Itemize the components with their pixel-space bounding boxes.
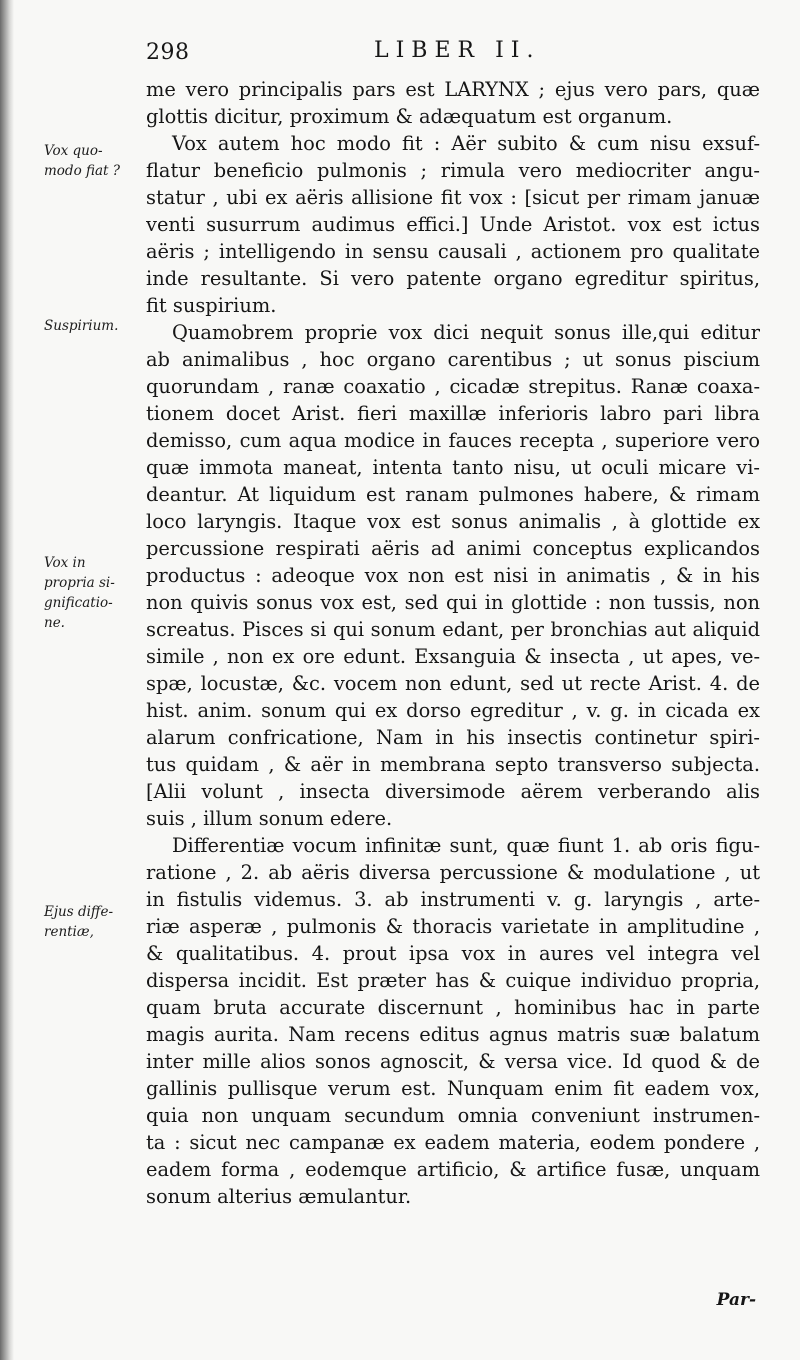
text-line: inde resultante. Si vero patente organo egreditur spiritus, bbox=[146, 267, 760, 290]
margin-note-line: Vox quo- bbox=[44, 143, 103, 159]
page-number: 298 bbox=[146, 40, 190, 65]
text-line: in fistulis videmus. 3. ab instrumenti v. g. laryngis , arte- bbox=[146, 888, 760, 911]
text-line: Differentiæ vocum infinitæ sunt, quæ fiunt 1. ab oris figu- bbox=[172, 834, 760, 857]
page-header bbox=[146, 36, 760, 72]
margin-note-line: gnificatio- bbox=[44, 595, 113, 611]
margin-note-vox-quomodo bbox=[44, 141, 142, 181]
text-line: spæ, locustæ, &c. vocem non edunt, sed ut recte Arist. 4. de bbox=[146, 672, 760, 695]
text-line: loco laryngis. Itaque vox est sonus animalis , à glottide ex bbox=[146, 510, 760, 533]
margin-note-line: Vox in bbox=[44, 555, 86, 571]
margin-note-vox-in-propria bbox=[44, 553, 142, 633]
margin-note-line: rentiæ, bbox=[44, 924, 94, 940]
text-line: gallinis pullisque verum est. Nunquam enim fit eadem vox, bbox=[146, 1077, 760, 1100]
text-line: venti susurrum audimus effici.] Unde Aristot. vox est ictus bbox=[146, 213, 760, 236]
text-line: riæ asperæ , pulmonis & thoracis varietate in amplitudine , bbox=[146, 915, 760, 938]
text-line: aëris ; intelligendo in sensu causali , actionem pro qualitate bbox=[146, 240, 760, 263]
margin-note-suspirium bbox=[44, 316, 142, 336]
binding-shadow bbox=[0, 0, 14, 1360]
margin-note-ejus-differentiae bbox=[44, 902, 142, 942]
running-head: LIBER II. bbox=[374, 38, 541, 63]
text-line: productus : adeoque vox non est nisi in animatis , & in his bbox=[146, 564, 760, 587]
text-line: glottis dicitur, proximum & adæquatum est organum. bbox=[146, 105, 673, 128]
catchword: Par- bbox=[716, 1290, 756, 1310]
text-line: flatur beneficio pulmonis ; rimula vero mediocriter angu- bbox=[146, 159, 760, 182]
text-line: percussione respirati aëris ad animi conceptus explicandos bbox=[146, 537, 760, 560]
margin-note-line: propria si- bbox=[44, 575, 115, 591]
text-line: non quivis sonus vox est, sed qui in glottide : non tussis, non bbox=[146, 591, 760, 614]
text-line: eadem forma , eodemque artificio, & artifice fusæ, unquam bbox=[146, 1158, 760, 1181]
text-line: hist. anim. sonum qui ex dorso egreditur , v. g. in cicada ex bbox=[146, 699, 760, 722]
text-line: ta : sicut nec campanæ ex eadem materia, eodem pondere , bbox=[146, 1131, 760, 1154]
text-line: fit suspirium. bbox=[146, 294, 277, 317]
text-line: inter mille alios sonos agnoscit, & versa vice. Id quod & de bbox=[146, 1050, 760, 1073]
text-line: & qualitatibus. 4. prout ipsa vox in aures vel integra vel bbox=[146, 942, 760, 965]
text-line: Vox autem hoc modo fit : Aër subito & cum nisu exsuf- bbox=[172, 132, 760, 155]
margin-note-line: ne. bbox=[44, 615, 65, 631]
text-line: [Alii volunt , insecta diversimode aërem verberando alis bbox=[146, 780, 760, 803]
text-line: tionem docet Arist. fieri maxillæ inferioris labro pari libra bbox=[146, 402, 760, 425]
text-line: sonum alterius æmulantur. bbox=[146, 1185, 412, 1208]
text-line: statur , ubi ex aëris allisione fit vox : [sicut per rimam januæ bbox=[146, 186, 760, 209]
text-line: tus quidam , & aër in membrana septo transverso subjecta. bbox=[146, 753, 760, 776]
body-text bbox=[146, 76, 760, 1210]
text-line: screatus. Pisces si qui sonum edant, per bronchias aut aliquid bbox=[146, 618, 760, 641]
text-line: Quamobrem proprie vox dici nequit sonus ille,qui editur bbox=[172, 321, 760, 344]
text-line: alarum confricatione, Nam in his insectis continetur spiri- bbox=[146, 726, 760, 749]
margin-note-line: Ejus diffe- bbox=[44, 904, 114, 920]
text-line: deantur. At liquidum est ranam pulmones habere, & rimam bbox=[146, 483, 760, 506]
text-line: dispersa incidit. Est præter has & cuique individuo propria, bbox=[146, 969, 760, 992]
text-line: magis aurita. Nam recens editus agnus matris suæ balatum bbox=[146, 1023, 760, 1046]
text-line: ratione , 2. ab aëris diversa percussione & modulatione , ut bbox=[146, 861, 760, 884]
text-line: ab animalibus , hoc organo carentibus ; ut sonus piscium bbox=[146, 348, 760, 371]
text-line: suis , illum sonum edere. bbox=[146, 807, 393, 830]
text-line: me vero principalis pars est LARYNX ; ejus vero pars, quæ bbox=[146, 78, 760, 101]
margin-note-line: modo fiat ? bbox=[44, 163, 120, 179]
text-line: quia non unquam secundum omnia conveniunt instrumen- bbox=[146, 1104, 760, 1127]
margin-note-line: Suspirium. bbox=[44, 318, 119, 334]
text-line: quam bruta accurate discernunt , hominibus hac in parte bbox=[146, 996, 760, 1019]
text-line: quorundam , ranæ coaxatio , cicadæ strepitus. Ranæ coaxa- bbox=[146, 375, 760, 398]
text-line: demisso, cum aqua modice in fauces recepta , superiore vero bbox=[146, 429, 760, 452]
text-line: quæ immota maneat, intenta tanto nisu, ut oculi micare vi- bbox=[146, 456, 760, 479]
text-line: simile , non ex ore edunt. Exsanguia & insecta , ut apes, ve- bbox=[146, 645, 760, 668]
